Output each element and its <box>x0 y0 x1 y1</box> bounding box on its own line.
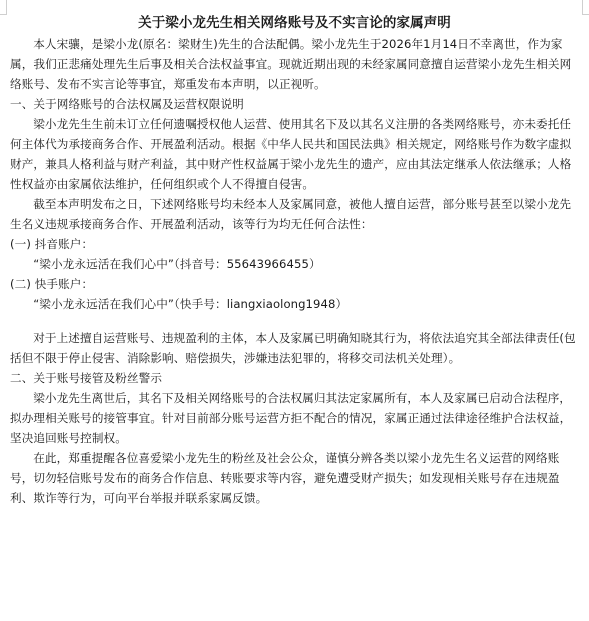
blank-line <box>10 314 579 328</box>
account-1-value: “梁小龙永远活在我们心中”（抖音号：55643966455） <box>33 257 321 271</box>
intro-paragraph: 本人宋骧，是梁小龙(原名：梁财生)先生的合法配偶。梁小龙先生于2026年1月14日不幸离世，作为家属，我们正悲痛处理先生后事及相关合法权益事宜。现就近期出现的未经家属同意擅自运营梁小龙先生相关网络账号、发布不实言论等事宜，郑重发布本声明，以正视听。 <box>10 37 572 91</box>
account-1-label: (一) 抖音账户： <box>10 237 94 251</box>
section-1-heading: 一、关于网络账号的合法权属及运营权限说明 <box>10 97 244 111</box>
section-1-paragraph-3: 对于上述擅自运营账号、违规盈利的主体，本人及家属已明确知晓其行为，将依法追究其全部法律责任(包括但不限于停止侵害、消除影响、赔偿损失，涉嫌违法犯罪的，将移交司法机关处理）。 <box>10 331 576 365</box>
account-2-label: (二) 快手账户： <box>10 277 94 291</box>
account-2-value: “梁小龙永远活在我们心中”（快手号：liangxiaolong1948） <box>33 297 348 311</box>
section-1-paragraph-2: 截至本声明发布之日，下述网络账号均未经本人及家属同意，被他人擅自运营，部分账号甚至以梁小龙先生名义违规承接商务合作、开展盈利活动，该等行为均无任何合法性： <box>10 197 572 231</box>
section-2-heading: 二、关于账号接管及粉丝警示 <box>10 371 163 385</box>
document-title: 关于梁小龙先生相关网络账号及不实言论的家属声明 <box>138 15 451 31</box>
section-2-paragraph-2: 在此，郑重提醒各位喜爱梁小龙先生的粉丝及社会公众，谨慎分辨各类以梁小龙先生名义运营的网络账号，切勿轻信账号发布的商务合作信息、转账要求等内容，避免遭受财产损失；如发现相关账号存在违规盈利、欺诈等行为，可向平台举报并联系家属反馈。 <box>10 451 560 505</box>
section-1-paragraph-1: 梁小龙先生生前未订立任何遗嘱授权他人运营、使用其名下及以其名义注册的各类网络账号，亦未委托任何主体代为承接商务合作、开展盈利活动。根据《中华人民共和国民法典》相关规定，网络账号作为数字虚拟财产，兼具人格利益与财产利益，其中财产性权益属于梁小龙先生的遗产，应由其法定继承人依法继承；人格性权益亦由家属依法维护，任何组织或个人不得擅自侵害。 <box>10 117 572 191</box>
section-2-paragraph-1: 梁小龙先生离世后，其名下及相关网络账号的合法权属归其法定家属所有，本人及家属已启动合法程序，拟办理相关账号的接管事宜。针对目前部分账号运营方拒不配合的情况，家属正通过法律途径维护合法权益，坚决追回账号控制权。 <box>10 391 572 445</box>
